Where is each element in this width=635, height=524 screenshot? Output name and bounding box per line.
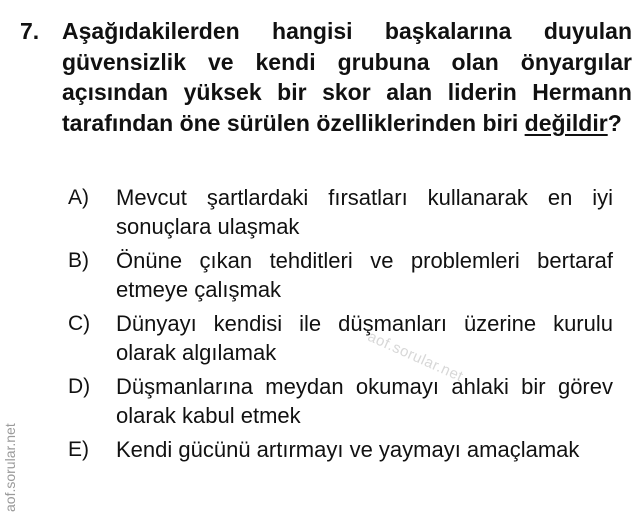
option-text: Önüne çıkan tehditleri ve problemleri bertaraf etmeye çalışmak	[116, 248, 613, 302]
question-mark: ?	[607, 109, 622, 136]
option-b[interactable]	[68, 247, 613, 304]
option-letter: B)	[68, 249, 89, 272]
option-d[interactable]	[68, 373, 613, 430]
option-letter: D)	[68, 375, 91, 398]
question-text	[62, 16, 632, 138]
option-e[interactable]	[68, 436, 613, 465]
question-emphasis: değildir	[524, 109, 608, 136]
option-text: Mevcut şartlardaki fırsatları kullanarak en iyi sonuçlara ulaşmak	[116, 185, 613, 239]
option-c[interactable]	[68, 310, 613, 367]
option-text: Kendi gücünü artırmayı ve yaymayı amaçlamak	[116, 437, 580, 462]
option-letter: A)	[68, 186, 89, 209]
watermark-diagonal: aof.sorular.net	[365, 328, 466, 386]
watermark-side: aof.sorular.net	[2, 423, 18, 512]
option-text: Düşmanlarına meydan okumayı ahlaki bir görev olarak kabul etmek	[116, 374, 613, 428]
question-number: 7.	[20, 18, 40, 44]
option-a[interactable]	[68, 184, 613, 241]
question-stem: Aşağıdakilerden hangisi başkalarına duyulan güvensizlik ve kendi grubuna olan önyargılar açısından yüksek bir skor alan liderin Hermann tarafından öne sürülen özelliklerinden biri	[62, 18, 632, 136]
options-list	[68, 184, 613, 471]
option-letter: C)	[68, 312, 91, 335]
option-letter: E)	[68, 438, 89, 461]
option-text: Dünyayı kendisi ile düşmanları üzerine kurulu olarak algılamak	[116, 311, 613, 365]
